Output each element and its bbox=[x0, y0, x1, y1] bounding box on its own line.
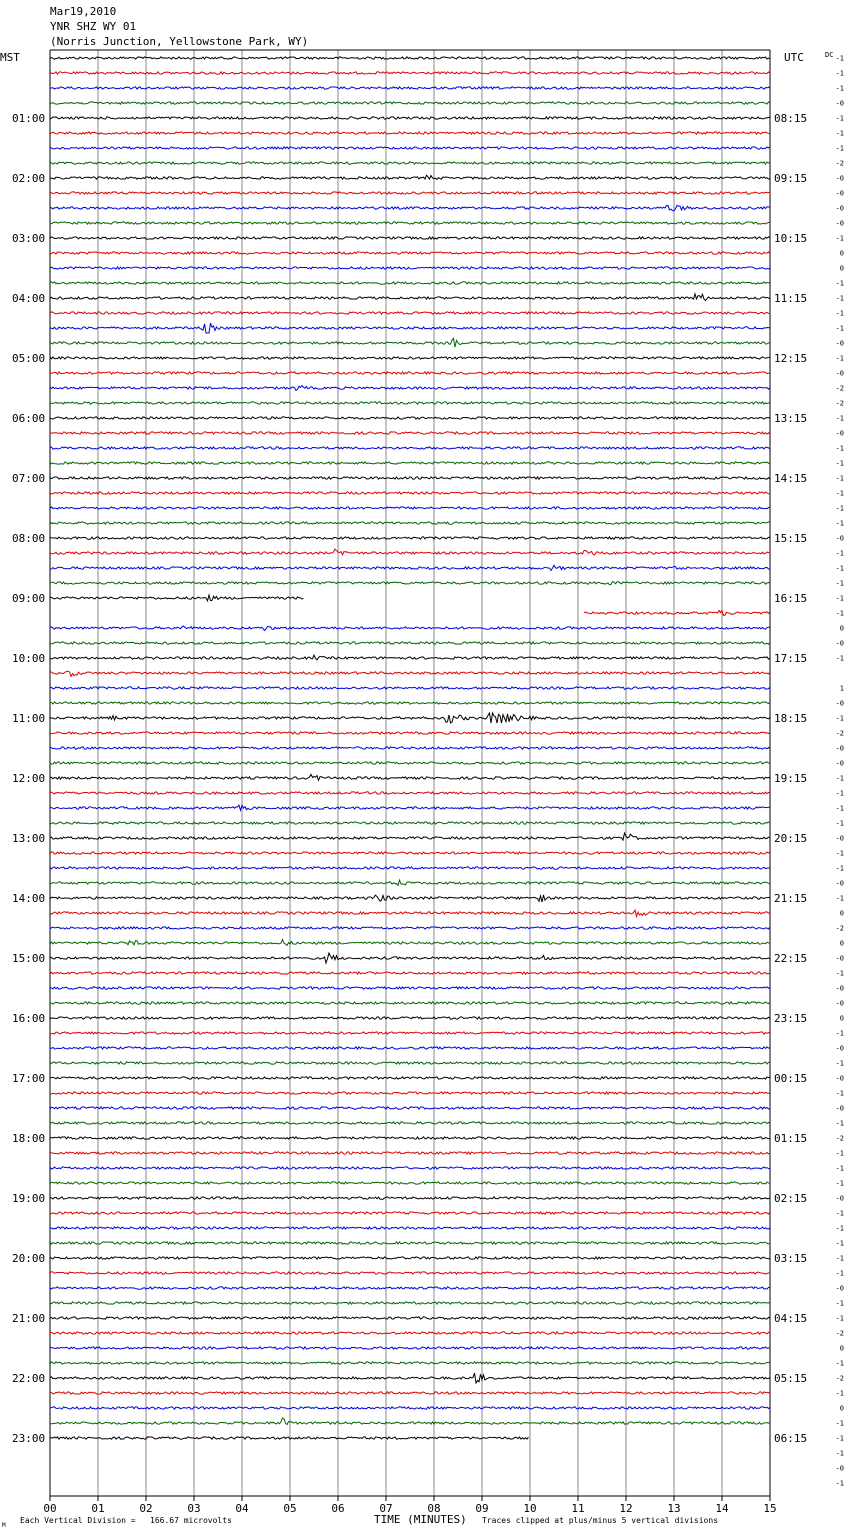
dc-offset-value: -1 bbox=[835, 69, 844, 78]
trace-line bbox=[50, 702, 770, 704]
dc-offset-value: -0 bbox=[835, 189, 844, 198]
chart-subtitle: (Norris Junction, Yellowstone Park, WY) bbox=[50, 35, 309, 48]
trace-line bbox=[50, 833, 770, 840]
dc-offset-value: -1 bbox=[835, 294, 844, 303]
mst-hour-label: 07:00 bbox=[12, 472, 46, 485]
dc-offset-value: -0 bbox=[835, 1464, 844, 1473]
dc-offset-value: -1 bbox=[835, 1359, 844, 1368]
trace-line bbox=[50, 1287, 770, 1289]
utc-hour-label: 04:15 bbox=[774, 1312, 808, 1325]
dc-offset-value: -1 bbox=[835, 1434, 844, 1443]
mst-hour-label: 21:00 bbox=[12, 1312, 46, 1325]
trace-line bbox=[50, 927, 770, 929]
dc-offset-value: -2 bbox=[835, 384, 844, 393]
trace-line bbox=[50, 595, 304, 601]
dc-offset-value: -1 bbox=[835, 1299, 844, 1308]
dc-offset-value: -0 bbox=[835, 879, 844, 888]
trace-line bbox=[50, 372, 770, 374]
trace-line bbox=[50, 477, 770, 479]
trace-line bbox=[50, 1167, 770, 1169]
dc-offset-value: -0 bbox=[835, 759, 844, 768]
trace-line bbox=[50, 1373, 770, 1383]
mst-hour-label: 04:00 bbox=[12, 292, 46, 305]
dc-offset-value: -0 bbox=[835, 1284, 844, 1293]
dc-offset-value: -0 bbox=[835, 639, 844, 648]
trace-line bbox=[50, 713, 770, 723]
x-tick-label: 11 bbox=[571, 1502, 585, 1515]
mst-hour-label: 02:00 bbox=[12, 172, 46, 185]
utc-hour-label: 08:15 bbox=[774, 112, 808, 125]
trace-line bbox=[50, 852, 770, 854]
dc-offset-value: -1 bbox=[835, 1419, 844, 1428]
trace-line bbox=[50, 267, 770, 269]
dc-offset-value: -1 bbox=[835, 1449, 844, 1458]
dc-offset-value: -1 bbox=[835, 1179, 844, 1188]
scale-prefix: Each Vertical Division = bbox=[20, 1516, 136, 1525]
dc-offset-value: -2 bbox=[835, 1134, 844, 1143]
mst-hour-label: 17:00 bbox=[12, 1072, 46, 1085]
dc-offset-value: -1 bbox=[835, 609, 844, 618]
trace-line bbox=[50, 671, 770, 676]
dc-offset-value: -1 bbox=[835, 1149, 844, 1158]
dc-offset-value: -1 bbox=[835, 1269, 844, 1278]
trace-line bbox=[50, 1418, 770, 1425]
dc-offset-value: -1 bbox=[835, 1254, 844, 1263]
dc-offset-value: -0 bbox=[835, 999, 844, 1008]
trace-line bbox=[50, 386, 770, 391]
dc-offset-value: -1 bbox=[835, 84, 844, 93]
utc-hour-label: 16:15 bbox=[774, 592, 808, 605]
utc-hour-label: 22:15 bbox=[774, 952, 808, 965]
dc-offset-value: -1 bbox=[835, 234, 844, 243]
dc-offset-value: -1 bbox=[835, 114, 844, 123]
dc-offset-value: -1 bbox=[835, 354, 844, 363]
dc-offset-column bbox=[836, 55, 844, 1488]
trace-line bbox=[50, 294, 770, 301]
dc-offset-value: -1 bbox=[835, 1224, 844, 1233]
trace-line bbox=[50, 57, 770, 59]
chart-title: YNR SHZ WY 01 bbox=[50, 20, 137, 33]
mst-hour-label: 06:00 bbox=[12, 412, 46, 425]
mst-hour-label: 22:00 bbox=[12, 1372, 46, 1385]
trace-line bbox=[50, 1152, 770, 1154]
dc-offset-value: 0 bbox=[839, 264, 844, 273]
dc-offset-value: -0 bbox=[835, 1194, 844, 1203]
dc-offset-value: -1 bbox=[835, 1479, 844, 1488]
mst-hour-labels bbox=[12, 112, 45, 1445]
trace-line bbox=[50, 117, 770, 119]
x-tick-label: 00 bbox=[43, 1502, 57, 1515]
trace-line bbox=[50, 1227, 770, 1229]
trace-line bbox=[50, 132, 770, 134]
dc-offset-value: -1 bbox=[835, 309, 844, 318]
trace-line bbox=[50, 565, 770, 570]
trace-line bbox=[50, 747, 770, 749]
trace-line bbox=[50, 1212, 770, 1214]
dc-offset-value: -1 bbox=[835, 594, 844, 603]
dc-offset-value: -1 bbox=[835, 414, 844, 423]
trace-line bbox=[50, 507, 770, 509]
trace-line bbox=[50, 192, 770, 194]
trace-line bbox=[50, 1122, 770, 1124]
x-tick-label: 07 bbox=[379, 1502, 393, 1515]
dc-offset-value: -0 bbox=[835, 744, 844, 753]
dc-label: DC bbox=[825, 51, 834, 59]
trace-line bbox=[50, 492, 770, 494]
mst-hour-label: 13:00 bbox=[12, 832, 46, 845]
x-tick-label: 13 bbox=[667, 1502, 681, 1515]
dc-offset-value: 0 bbox=[839, 1014, 844, 1023]
trace-line bbox=[50, 237, 770, 239]
dc-offset-value: -0 bbox=[835, 954, 844, 963]
trace-line bbox=[50, 522, 770, 524]
dc-offset-value: 0 bbox=[839, 1344, 844, 1353]
dc-offset-value: -1 bbox=[835, 849, 844, 858]
dc-offset-value: -2 bbox=[835, 924, 844, 933]
x-tick-label: 06 bbox=[331, 1502, 345, 1515]
trace-line bbox=[50, 732, 770, 734]
trace-line bbox=[50, 1242, 770, 1244]
trace-line bbox=[50, 417, 770, 419]
dc-offset-value: -0 bbox=[835, 339, 844, 348]
dc-offset-value: -1 bbox=[835, 279, 844, 288]
trace-line bbox=[50, 1272, 770, 1274]
trace-line bbox=[50, 972, 770, 974]
trace-lines bbox=[50, 57, 770, 1439]
dc-offset-value: -1 bbox=[835, 789, 844, 798]
dc-offset-value: -1 bbox=[835, 1209, 844, 1218]
trace-line bbox=[50, 880, 770, 885]
trace-line bbox=[50, 642, 770, 644]
mst-hour-label: 03:00 bbox=[12, 232, 46, 245]
trace-line bbox=[50, 1017, 770, 1019]
trace-line bbox=[50, 1347, 770, 1349]
dc-offset-value: 0 bbox=[839, 249, 844, 258]
trace-line bbox=[50, 1362, 770, 1364]
trace-line bbox=[50, 222, 770, 224]
chart-date: Mar19,2010 bbox=[50, 5, 117, 18]
mst-hour-label: 15:00 bbox=[12, 952, 46, 965]
x-tick-label: 03 bbox=[187, 1502, 201, 1515]
trace-line bbox=[50, 895, 770, 902]
dc-offset-value: -1 bbox=[835, 894, 844, 903]
trace-line bbox=[50, 1197, 770, 1199]
trace-line bbox=[50, 987, 770, 989]
utc-hour-label: 13:15 bbox=[774, 412, 808, 425]
dc-offset-value: -1 bbox=[835, 1089, 844, 1098]
mst-hour-label: 08:00 bbox=[12, 532, 46, 545]
utc-hour-label: 21:15 bbox=[774, 892, 808, 905]
trace-line bbox=[50, 1062, 770, 1064]
dc-offset-value: -2 bbox=[835, 729, 844, 738]
trace-line bbox=[50, 1437, 529, 1439]
dc-offset-value: -0 bbox=[835, 429, 844, 438]
trace-line bbox=[50, 582, 770, 585]
dc-offset-value: -2 bbox=[835, 159, 844, 168]
dc-offset-value: -1 bbox=[835, 774, 844, 783]
dc-offset-value: -0 bbox=[835, 1044, 844, 1053]
trace-line bbox=[50, 1002, 770, 1004]
x-tick-label: 10 bbox=[523, 1502, 537, 1515]
trace-line bbox=[50, 537, 770, 539]
trace-line bbox=[50, 867, 770, 869]
utc-hour-label: 19:15 bbox=[774, 772, 808, 785]
dc-offset-value: 0 bbox=[839, 939, 844, 948]
dc-offset-value: -1 bbox=[835, 864, 844, 873]
x-tick-label: 02 bbox=[139, 1502, 153, 1515]
dc-offset-value: -1 bbox=[835, 459, 844, 468]
dc-offset-value: -0 bbox=[835, 984, 844, 993]
trace-line bbox=[584, 610, 770, 615]
trace-line bbox=[50, 805, 770, 810]
trace-line bbox=[50, 549, 770, 555]
trace-line bbox=[50, 1077, 770, 1079]
trace-line bbox=[50, 1407, 770, 1409]
x-tick-label: 01 bbox=[91, 1502, 105, 1515]
trace-line bbox=[50, 953, 770, 963]
dc-offset-value: -1 bbox=[835, 804, 844, 813]
utc-hour-label: 17:15 bbox=[774, 652, 808, 665]
utc-hour-label: 05:15 bbox=[774, 1372, 808, 1385]
utc-hour-label: 01:15 bbox=[774, 1132, 808, 1145]
mst-hour-label: 19:00 bbox=[12, 1192, 46, 1205]
x-tick-label: 09 bbox=[475, 1502, 489, 1515]
dc-offset-value: -0 bbox=[835, 1104, 844, 1113]
trace-line bbox=[50, 447, 770, 449]
utc-hour-label: 00:15 bbox=[774, 1072, 808, 1085]
dc-offset-value: -1 bbox=[835, 504, 844, 513]
dc-offset-value: -1 bbox=[835, 1119, 844, 1128]
trace-line bbox=[50, 1182, 770, 1184]
utc-hour-label: 10:15 bbox=[774, 232, 808, 245]
trace-line bbox=[50, 402, 770, 404]
dc-offset-value: -0 bbox=[835, 204, 844, 213]
dc-offset-value: -1 bbox=[835, 1164, 844, 1173]
trace-line bbox=[50, 147, 770, 149]
chart-footer bbox=[2, 1513, 718, 1529]
trace-line bbox=[50, 1317, 770, 1319]
mst-hour-label: 09:00 bbox=[12, 592, 46, 605]
utc-hour-labels bbox=[774, 112, 807, 1445]
mst-hour-label: 11:00 bbox=[12, 712, 46, 725]
utc-hour-label: 14:15 bbox=[774, 472, 808, 485]
utc-hour-label: 15:15 bbox=[774, 532, 808, 545]
trace-line bbox=[50, 822, 770, 824]
mst-hour-label: 23:00 bbox=[12, 1432, 46, 1445]
trace-line bbox=[50, 323, 770, 333]
dc-offset-value: -0 bbox=[835, 834, 844, 843]
dc-offset-value: 0 bbox=[839, 624, 844, 633]
chart-header bbox=[50, 5, 308, 48]
x-axis-label: TIME (MINUTES) bbox=[374, 1513, 467, 1526]
trace-line bbox=[50, 1137, 770, 1139]
trace-line bbox=[50, 687, 770, 689]
dc-offset-value: -0 bbox=[835, 699, 844, 708]
dc-offset-value: -1 bbox=[835, 714, 844, 723]
utc-hour-label: 09:15 bbox=[774, 172, 808, 185]
utc-hour-label: 12:15 bbox=[774, 352, 808, 365]
mst-hour-label: 14:00 bbox=[12, 892, 46, 905]
utc-hour-label: 20:15 bbox=[774, 832, 808, 845]
clip-note: Traces clipped at plus/minus 5 vertical divisions bbox=[482, 1516, 719, 1525]
dc-offset-value: -0 bbox=[835, 369, 844, 378]
dc-offset-value: -1 bbox=[835, 489, 844, 498]
trace-line bbox=[50, 939, 770, 945]
trace-line bbox=[50, 1092, 770, 1094]
dc-offset-value: -2 bbox=[835, 1329, 844, 1338]
trace-line bbox=[50, 175, 770, 179]
left-axis-title: MST bbox=[0, 51, 20, 64]
trace-line bbox=[50, 312, 770, 314]
utc-hour-label: 03:15 bbox=[774, 1252, 808, 1265]
trace-line bbox=[50, 102, 770, 104]
mst-hour-label: 01:00 bbox=[12, 112, 46, 125]
trace-line bbox=[50, 774, 770, 780]
trace-line bbox=[50, 205, 770, 211]
dc-offset-value: -1 bbox=[835, 1059, 844, 1068]
dc-offset-value: 0 bbox=[839, 1404, 844, 1413]
dc-offset-value: -0 bbox=[835, 219, 844, 228]
dc-offset-value: 1 bbox=[839, 684, 844, 693]
dc-offset-value: -1 bbox=[835, 144, 844, 153]
utc-hour-label: 18:15 bbox=[774, 712, 808, 725]
dc-offset-value: -0 bbox=[835, 534, 844, 543]
trace-line bbox=[50, 655, 770, 660]
mst-hour-label: 18:00 bbox=[12, 1132, 46, 1145]
trace-line bbox=[50, 338, 770, 347]
mst-hour-label: 16:00 bbox=[12, 1012, 46, 1025]
mst-hour-label: 12:00 bbox=[12, 772, 46, 785]
trace-line bbox=[50, 1392, 770, 1394]
dc-offset-value: -1 bbox=[835, 474, 844, 483]
dc-offset-value: -0 bbox=[835, 1074, 844, 1083]
x-tick-label: 08 bbox=[427, 1502, 441, 1515]
dc-offset-value: -1 bbox=[835, 654, 844, 663]
dc-offset-value: -1 bbox=[835, 549, 844, 558]
dc-offset-value: -1 bbox=[835, 1314, 844, 1323]
trace-line bbox=[50, 626, 770, 631]
dc-offset-value: -1 bbox=[835, 444, 844, 453]
dc-offset-value: -0 bbox=[835, 99, 844, 108]
trace-line bbox=[50, 87, 770, 89]
trace-line bbox=[50, 282, 770, 284]
dc-offset-value: -2 bbox=[835, 399, 844, 408]
x-tick-label: 04 bbox=[235, 1502, 249, 1515]
trace-line bbox=[50, 462, 770, 464]
dc-offset-value: -1 bbox=[835, 819, 844, 828]
utc-hour-label: 23:15 bbox=[774, 1012, 808, 1025]
dc-offset-value: -1 bbox=[835, 129, 844, 138]
trace-line bbox=[50, 1302, 770, 1304]
x-tick-label: 05 bbox=[283, 1502, 297, 1515]
trace-line bbox=[50, 792, 770, 794]
trace-line bbox=[50, 762, 770, 764]
utc-hour-label: 06:15 bbox=[774, 1432, 808, 1445]
dc-offset-value: -1 bbox=[835, 1239, 844, 1248]
trace-line bbox=[50, 1107, 770, 1109]
trace-line bbox=[50, 72, 770, 74]
trace-line bbox=[50, 252, 770, 254]
trace-line bbox=[50, 1257, 770, 1259]
x-tick-label: 14 bbox=[715, 1502, 729, 1515]
utc-hour-label: 11:15 bbox=[774, 292, 808, 305]
trace-line bbox=[50, 432, 770, 434]
mst-hour-label: 05:00 bbox=[12, 352, 46, 365]
mst-hour-label: 20:00 bbox=[12, 1252, 46, 1265]
dc-offset-value: -2 bbox=[835, 1374, 844, 1383]
x-tick-label: 12 bbox=[619, 1502, 633, 1515]
dc-offset-value: -0 bbox=[835, 174, 844, 183]
dc-offset-value: -1 bbox=[835, 579, 844, 588]
dc-offset-value: -1 bbox=[835, 1389, 844, 1398]
trace-line bbox=[50, 357, 770, 359]
dc-offset-value: 0 bbox=[839, 909, 844, 918]
trace-line bbox=[50, 1032, 770, 1034]
mst-hour-label: 10:00 bbox=[12, 652, 46, 665]
dc-offset-value: -1 bbox=[835, 519, 844, 528]
trace-line bbox=[50, 1047, 770, 1049]
dc-offset-value: -1 bbox=[835, 54, 844, 63]
utc-hour-label: 02:15 bbox=[774, 1192, 808, 1205]
scale-value: 166.67 microvolts bbox=[150, 1516, 232, 1525]
dc-offset-value: -1 bbox=[835, 969, 844, 978]
trace-line bbox=[50, 1332, 770, 1334]
x-tick-label: 15 bbox=[763, 1502, 777, 1515]
dc-offset-value: -1 bbox=[835, 564, 844, 573]
trace-line bbox=[50, 910, 770, 916]
trace-line bbox=[50, 162, 770, 164]
dc-offset-value: -1 bbox=[835, 324, 844, 333]
dc-offset-value: -1 bbox=[835, 1029, 844, 1038]
right-axis-title: UTC bbox=[784, 51, 804, 64]
corner-mark: M bbox=[2, 1522, 6, 1529]
